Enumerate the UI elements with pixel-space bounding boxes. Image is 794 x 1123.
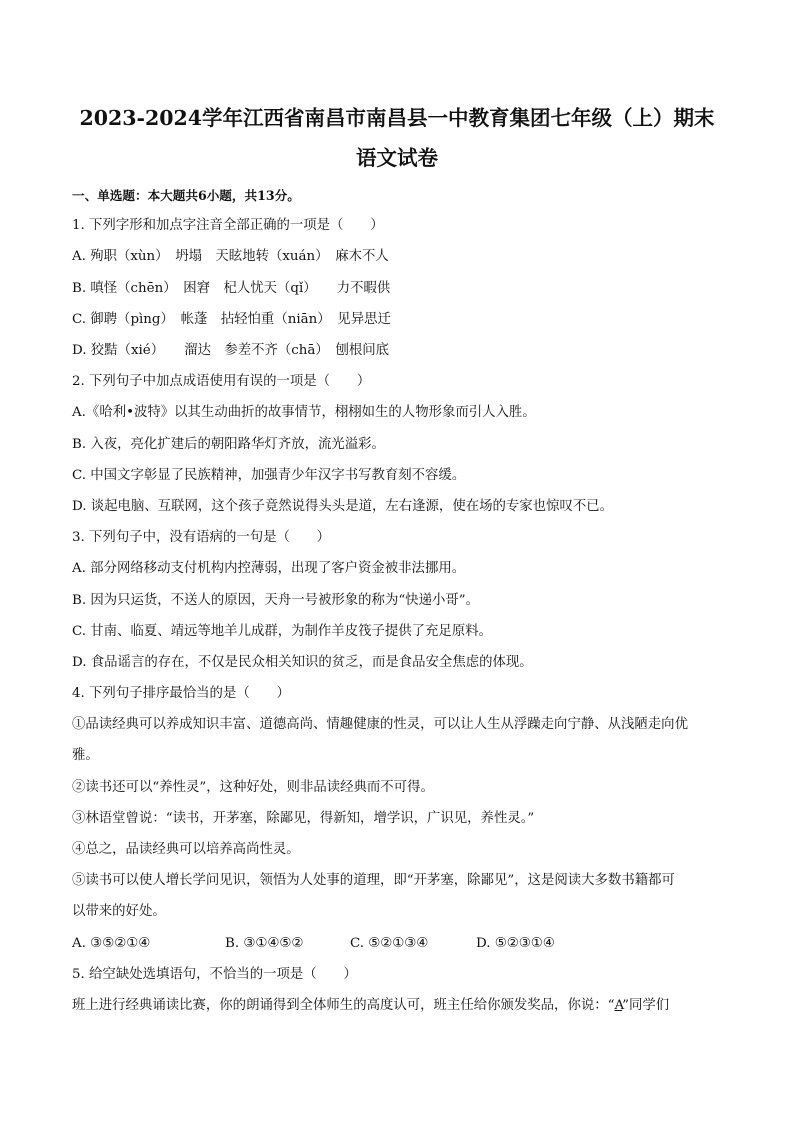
q3-option-a: A. 部分网络移动支付机构内控薄弱，出现了客户资金被非法挪用。 xyxy=(72,561,466,576)
q4-stem: 4. 下列句子排序最恰当的是（ ） xyxy=(72,686,290,701)
q4-sentence-4: ④总之，品读经典可以培养高尚性灵。 xyxy=(72,842,300,857)
q5-text-after: ”同学们 xyxy=(622,998,670,1013)
q4-option-c: C. ⑤②①③④ xyxy=(350,936,429,951)
exam-title-line-2: 语文试卷 xyxy=(356,146,438,170)
q2-option-b: B. 入夜，亮化扩建后的朝阳路华灯齐放，流光溢彩。 xyxy=(72,437,385,452)
q4-sentence-3: ③林语堂曾说：“读书，开茅塞，除鄙见，得新知，增学识，广识见，养性灵。” xyxy=(72,811,535,826)
q4-sentence-1: ①品读经典可以养成知识丰富、道德高尚、情趣健康的性灵，可以让人生从浮躁走向宁静、从浅陋走向优 xyxy=(72,717,688,732)
q4-sentence-1-cont: 雅。 xyxy=(72,748,99,763)
q2-option-a: A.《哈利•波特》以其生动曲折的故事情节，栩栩如生的人物形象而引人入胜。 xyxy=(72,405,536,420)
q3-option-c: C. 甘南、临夏、靖远等地羊儿成群，为制作羊皮筏子提供了充足原料。 xyxy=(72,624,492,639)
q5-stem: 5. 给空缺处选填语句，不恰当的一项是（ ） xyxy=(72,967,357,982)
q3-stem: 3. 下列句子中，没有语病的一句是（ ） xyxy=(72,530,331,545)
q4-sentence-5: ⑤读书可以使人增长学问见识，领悟为人处事的道理，即“开茅塞，除鄙见”，这是阅读大多数书籍都可 xyxy=(72,873,675,888)
q5-text-before: 班上进行经典诵读比赛，你的朗诵得到全体师生的高度认可，班主任给你颁发奖品，你说：“ xyxy=(72,998,615,1013)
q5-passage xyxy=(72,996,732,1016)
q3-option-d: D. 食品谣言的存在，不仅是民众相关知识的贫乏，而是食品安全焦虑的体现。 xyxy=(72,655,533,670)
q5-blank-a: A xyxy=(614,998,623,1013)
section-heading-text: 一、单选题：本大题共6小题，共13分。 xyxy=(72,188,300,203)
q4-option-b: B. ③①④⑤② xyxy=(225,936,304,951)
q4-options-row xyxy=(72,934,732,954)
q1-option-a: A. 殉职（xùn） 坍塌 天眩地转（xuán） 麻木不人 xyxy=(72,249,389,264)
section-heading xyxy=(72,186,732,206)
q3-option-b: B. 因为只运货，不送人的原因，天舟一号被形象的称为“快递小哥”。 xyxy=(72,593,479,608)
q4-option-d: D. ⑤②③①④ xyxy=(476,936,555,951)
q1-option-d: D. 狡黠（xié） 溜达 参差不齐（chā） 刨根问底 xyxy=(72,343,390,358)
q4-option-a: A. ③⑤②①④ xyxy=(72,936,151,951)
q2-option-d: D. 谈起电脑、互联网，这个孩子竟然说得头头是道，左右逢源，使在场的专家也惊叹不已。 xyxy=(72,499,614,514)
q2-option-c: C. 中国文字彰显了民族精神，加强青少年汉字书写教育刻不容缓。 xyxy=(72,468,466,483)
q4-sentence-2: ②读书还可以“养性灵”，这种好处，则非品读经典而不可得。 xyxy=(72,780,434,795)
q1-option-b: B. 嗔怪（chēn） 困窘 杞人忧天（qǐ） 力不暇供 xyxy=(72,281,391,296)
q4-sentence-5-cont: 以带来的好处。 xyxy=(72,904,166,919)
q2-stem: 2. 下列句子中加点成语使用有误的一项是（ ） xyxy=(72,374,371,389)
exam-title-line-1: 2023-2024学年江西省南昌市南昌县一中教育集团七年级（上）期末 xyxy=(79,106,715,130)
q1-option-c: C. 御聘（pìng） 帐蓬 拈轻怕重（niān） 见异思迁 xyxy=(72,312,391,327)
q1-stem: 1. 下列字形和加点字注音全部正确的一项是（ ） xyxy=(72,218,384,233)
